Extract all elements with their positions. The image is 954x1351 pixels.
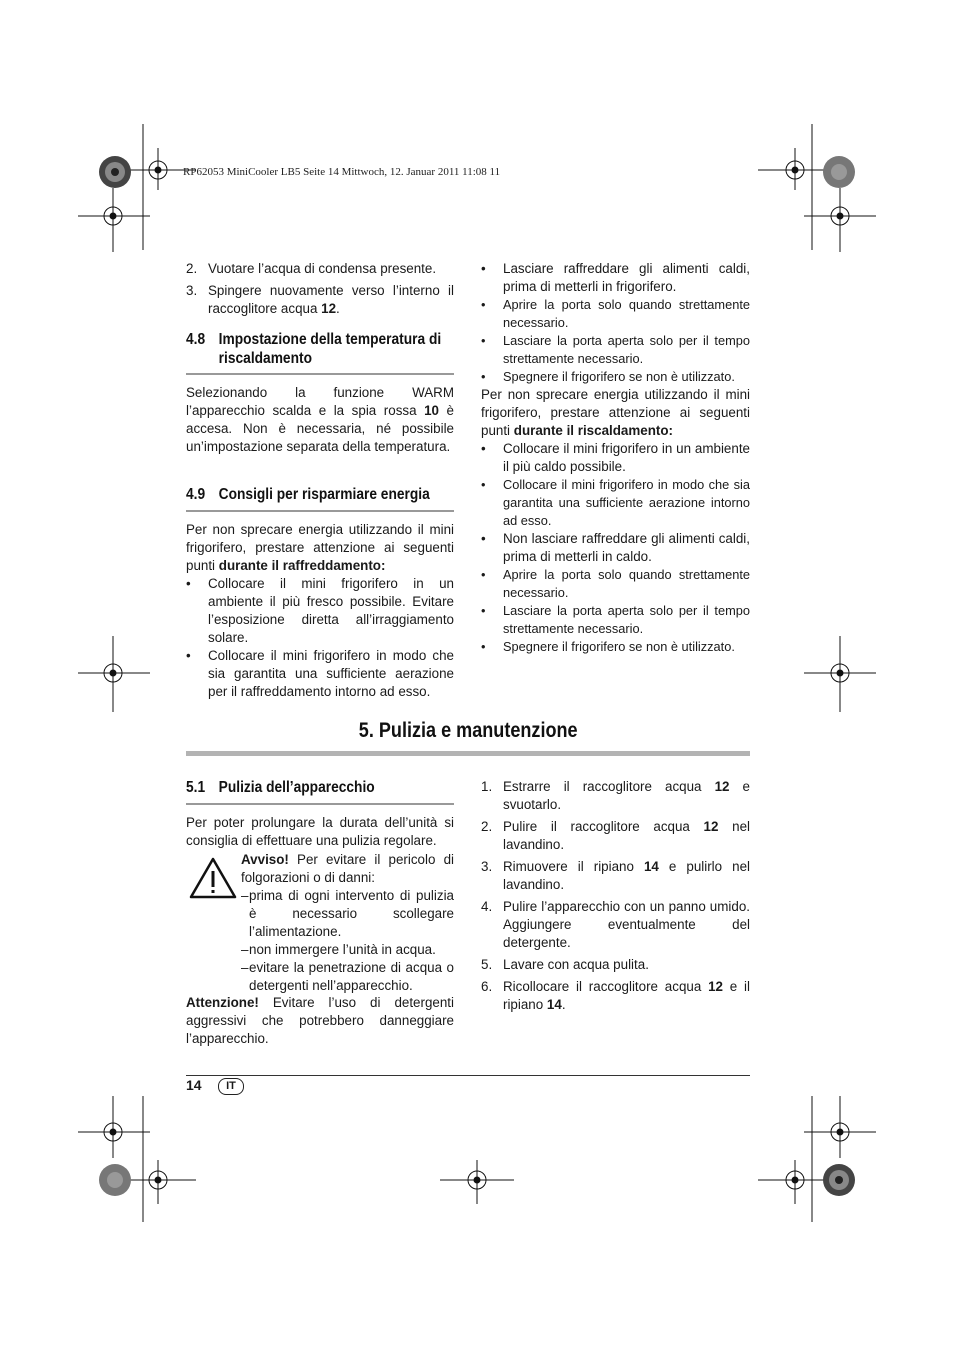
- list-item: – evitare la penetrazione di acqua o detergenti nell’apparecchio.: [241, 960, 454, 993]
- warning-block: Avviso! Per evitare il pericolo di folgorazioni o di danni: – prima di ogni intervento di pulizia è necessario scollegare l’alimentazione. – non immergere l’unità in acqua. – evitare la penetrazione di acqua o detergenti nell’apparecchio.: [241, 852, 454, 993]
- list-item: • Collocare il mini frigorifero in modo che sia garantita una sufficiente aerazione per il raffreddamento intorno ad esso.: [186, 648, 454, 699]
- list-item: 2. Pulire il raccoglitore acqua 12 nel lavandino.: [481, 819, 750, 852]
- chapter-bar: [186, 751, 750, 756]
- heading-4-8: 4.8 Impostazione della temperatura di riscaldamento: [186, 331, 442, 367]
- section-4-9-text: Per non sprecare energia utilizzando il mini frigorifero, prestare attenzione ai seguenti punti durante il raffreddamento: • Collocare il mini frigorifero in un ambiente il più fresco possibile. Evitare l’esposizione diretta all’irraggiamento solare. • Collocare il mini frigorifero in modo che sia garantita una sufficiente aerazione per il raffreddamento intorno ad esso.: [186, 522, 454, 699]
- print-header: RP62053 MiniCooler LB5 Seite 14 Mittwoch, 12. Januar 2011 11:08 11: [183, 166, 501, 178]
- language-badge: IT: [218, 1078, 244, 1095]
- heading-5-1: 5.1 Pulizia dell’apparecchio: [186, 779, 375, 796]
- list-item: • Aprire la porta solo quando strettamente necessario.: [481, 567, 750, 600]
- heading-4-9: 4.9 Consigli per risparmiare energia: [186, 486, 430, 503]
- step-3: 3. Spingere nuovamente verso l’interno il raccoglitore acqua 12.: [186, 283, 454, 316]
- list-item: • Lasciare la porta aperta solo per il tempo strettamente necessario.: [481, 603, 750, 636]
- list-item: – prima di ogni intervento di pulizia è necessario scollegare l’alimentazione.: [241, 888, 454, 939]
- list-item: • Lasciare raffreddare gli alimenti caldi, prima di metterli in frigorifero.: [481, 261, 750, 294]
- cleaning-steps: [481, 778, 750, 1014]
- warning-triangle-icon: [188, 856, 238, 900]
- list-item: • Spegnere il frigorifero se non è utilizzato.: [481, 639, 735, 654]
- section-4-8-text: Selezionando la funzione WARM l’apparecchio scalda e la spia rossa 10 è accesa. Non è necessaria, né possibile un’impostazione separata della temperatura.: [186, 385, 454, 454]
- right-column-tips: • Lasciare raffreddare gli alimenti caldi, prima di metterli in frigorifero. • Aprire la porta solo quando strettamente necessario. • Lasciare la porta aperta solo per il tempo strettamente necessario. • Spegnere il frigorifero se non è utilizzato. Per non sprecare energia utilizzando il mini frigorifero, prestare attenzione ai seguenti punti durante il riscaldamento: • Collocare il mini frigorifero in un ambiente il più caldo possibile. • Collocare il mini frigorifero in modo che sia garantita una sufficiente aerazione intorno ad esso. • Non lasciare raffreddare gli alimenti caldi, prima di metterli in caldo. • Aprire la porta solo quando strettamente necessario. • Lasciare la porta aperta solo per il tempo strettamente necessario. • Spegnere il frigorifero se non è utilizzato.: [481, 261, 750, 654]
- list-item: • Collocare il mini frigorifero in modo che sia garantita una sufficiente aerazione intorno ad esso.: [481, 477, 750, 528]
- list-item: – non immergere l’unità in acqua.: [241, 942, 436, 957]
- list-item: • Collocare il mini frigorifero in un ambiente il più fresco possibile. Evitare l’esposizione diretta all’irraggiamento solare.: [186, 576, 454, 645]
- heading-rule: [186, 373, 454, 375]
- step-2: 2. Vuotare l’acqua di condensa presente.: [186, 261, 437, 276]
- chapter-title: 5. Pulizia e manutenzione: [358, 719, 578, 742]
- heading-rule: [186, 510, 454, 512]
- list-item: • Spegnere il frigorifero se non è utilizzato.: [481, 369, 735, 384]
- caution-block: Attenzione! Evitare l’uso di detergenti aggressivi che potrebbero danneggiare l’apparecchio.: [186, 995, 454, 1046]
- list-item: 5. Lavare con acqua pulita.: [481, 957, 649, 972]
- page-number: 14: [186, 1077, 202, 1093]
- list-item: 1. Estrarre il raccoglitore acqua 12 e svuotarlo.: [481, 779, 751, 812]
- list-item: • Non lasciare raffreddare gli alimenti caldi, prima di metterli in caldo.: [481, 531, 750, 564]
- list-item: • Collocare il mini frigorifero in un ambiente il più caldo possibile.: [481, 441, 750, 474]
- list-item: 6. Ricollocare il raccoglitore acqua 12 e il ripiano 14.: [481, 979, 750, 1012]
- heading-rule: [186, 803, 454, 805]
- list-item: 3. Rimuovere il ripiano 14 e pulirlo nel lavandino.: [481, 859, 750, 892]
- footer-rule: [186, 1075, 750, 1076]
- section-5-1-intro: Per poter prolungare la durata dell’unità si consiglia di effettuare una pulizia regolare.: [186, 815, 454, 848]
- left-column-steps: [186, 260, 454, 318]
- list-item: 4. Pulire l’apparecchio con un panno umido. Aggiungere eventualmente del detergente.: [481, 899, 750, 950]
- list-item: • Aprire la porta solo quando strettamente necessario.: [481, 297, 750, 330]
- list-item: • Lasciare la porta aperta solo per il tempo strettamente necessario.: [481, 333, 750, 366]
